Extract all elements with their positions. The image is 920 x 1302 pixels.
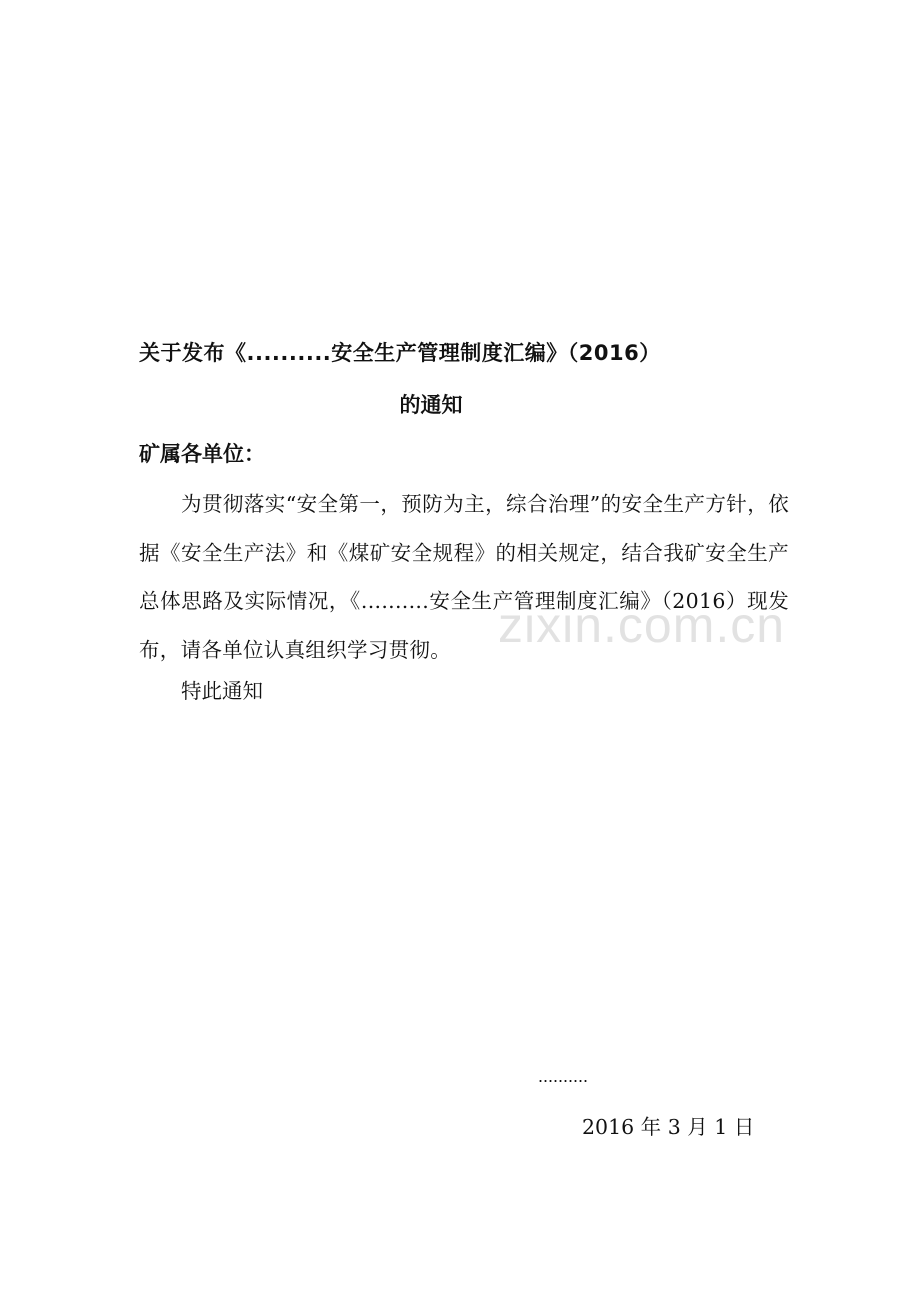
closing-remark: 特此通知 [181,679,263,703]
signer: .......... [538,1066,589,1086]
document-title-continued: 的通知 [399,393,463,417]
watermark: zixin.com.cn [498,597,786,653]
document-title: 关于发布《..........安全生产管理制度汇编》（2016） [139,341,661,365]
salutation: 矿属各单位： [139,442,265,466]
issue-date: 2016 年 3 月 1 日 [582,1115,755,1139]
body-paragraph: 为贯彻落实“安全第一，预防为主，综合治理”的安全生产方针，依据《安全生产法》和《煤矿安全规程》的相关规定，结合我矿安全生产总体思路及实际情况，《..........安全生产管理制度汇编》（2016）现发布，请各单位认真组织学习贯彻。 [139,492,789,662]
